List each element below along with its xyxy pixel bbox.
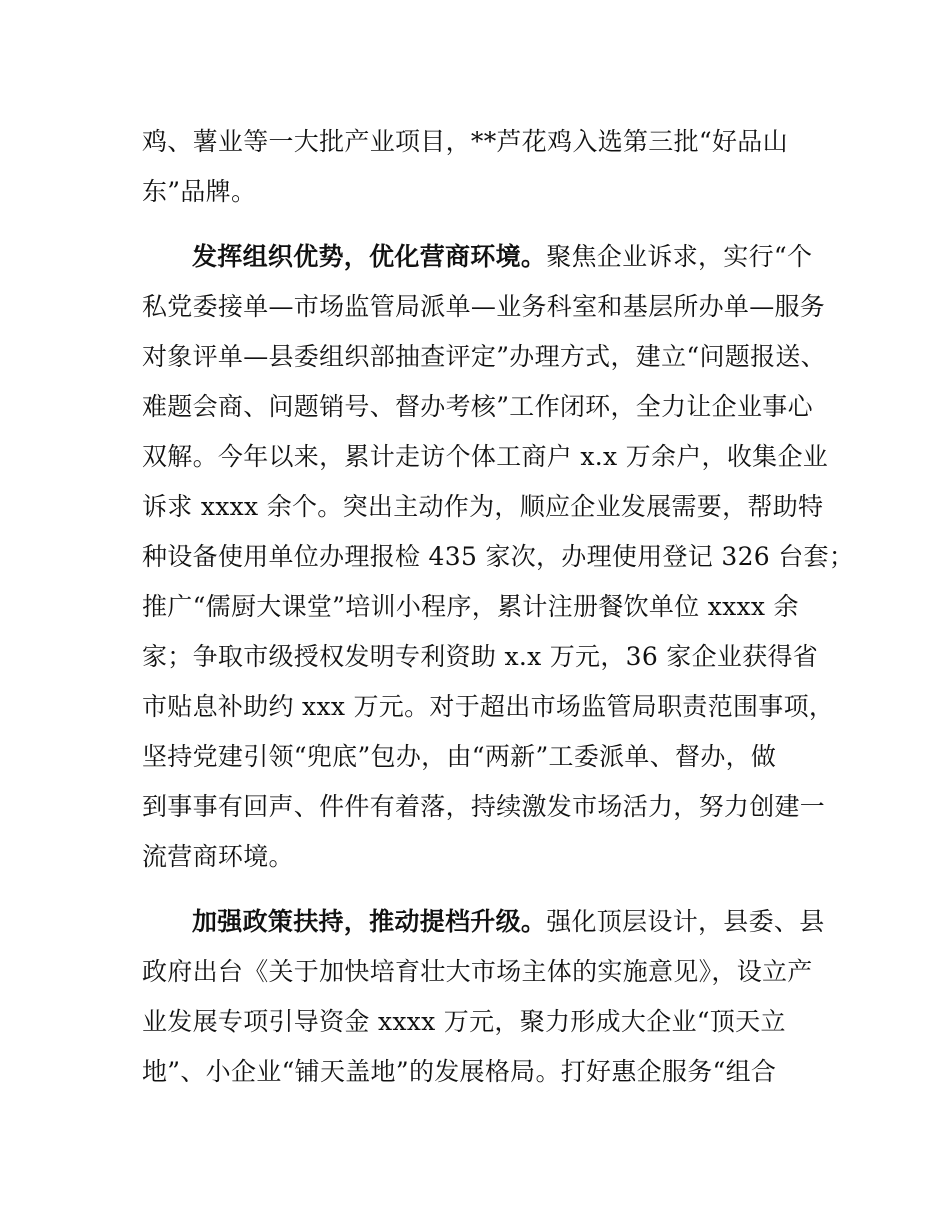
paragraph-2-line-7: 种设备使用单位办理报检 435 家次，办理使用登记 326 台套；	[142, 542, 855, 571]
paragraph-2-line-6: 诉求 xxxx 余个。突出主动作为，顺应企业发展需要，帮助特	[142, 492, 824, 521]
paragraph-3-line-2: 政府出台《关于加快培育壮大市场主体的实施意见》，设立产	[142, 957, 813, 986]
paragraph-3-line-1-text: 强化顶层设计，县委、县	[546, 907, 825, 936]
paragraph-2-line-9: 家；争取市级授权发明专利资助 x.x 万元，36 家企业获得省	[142, 642, 819, 671]
paragraph-2-line-11: 坚持党建引领“兜底”包办，由“两新”工委派单、督办，做	[142, 742, 777, 771]
paragraph-2-line-2: 私党委接单—市场监管局派单—业务科室和基层所办单—服务	[142, 292, 826, 321]
paragraph-2-line-4: 难题会商、问题销号、督办考核”工作闭环，全力让企业事心	[142, 392, 813, 421]
paragraph-2-line-3: 对象评单—县委组织部抽查评定”办理方式，建立“问题报送、	[142, 342, 826, 371]
paragraph-2-line-5: 双解。今年以来，累计走访个体工商户 x.x 万余户，收集企业	[142, 442, 829, 471]
paragraph-3-line-3: 业发展专项引导资金 xxxx 万元，聚力形成大企业“顶天立	[142, 1007, 786, 1036]
paragraph-3-line-4: 地”、小企业“铺天盖地”的发展格局。打好惠企服务“组合	[142, 1057, 777, 1086]
paragraph-2-line-8: 推广“儒厨大课堂”培训小程序，累计注册餐饮单位 xxxx 余	[142, 592, 799, 621]
paragraph-3-line-1	[192, 907, 825, 937]
paragraph-2-line-1-text: 聚焦企业诉求，实行“个	[546, 242, 813, 271]
paragraph-2-line-1	[192, 242, 812, 272]
paragraph-3-heading: 加强政策扶持，推动提档升级。	[192, 907, 547, 936]
paragraph-1-line-1: 鸡、薯业等一大批产业项目，**芦花鸡入选第三批“好品山	[142, 127, 788, 156]
paragraph-2-line-10: 市贴息补助约 xxx 万元。对于超出市场监管局职责范围事项，	[142, 692, 835, 721]
paragraph-1-line-2: 东”品牌。	[142, 177, 257, 206]
paragraph-2-line-12: 到事事有回声、件件有着落，持续激发市场活力，努力创建一	[142, 792, 826, 821]
paragraph-2-heading: 发挥组织优势，优化营商环境。	[192, 242, 547, 271]
paragraph-2-line-13: 流营商环境。	[142, 842, 294, 871]
